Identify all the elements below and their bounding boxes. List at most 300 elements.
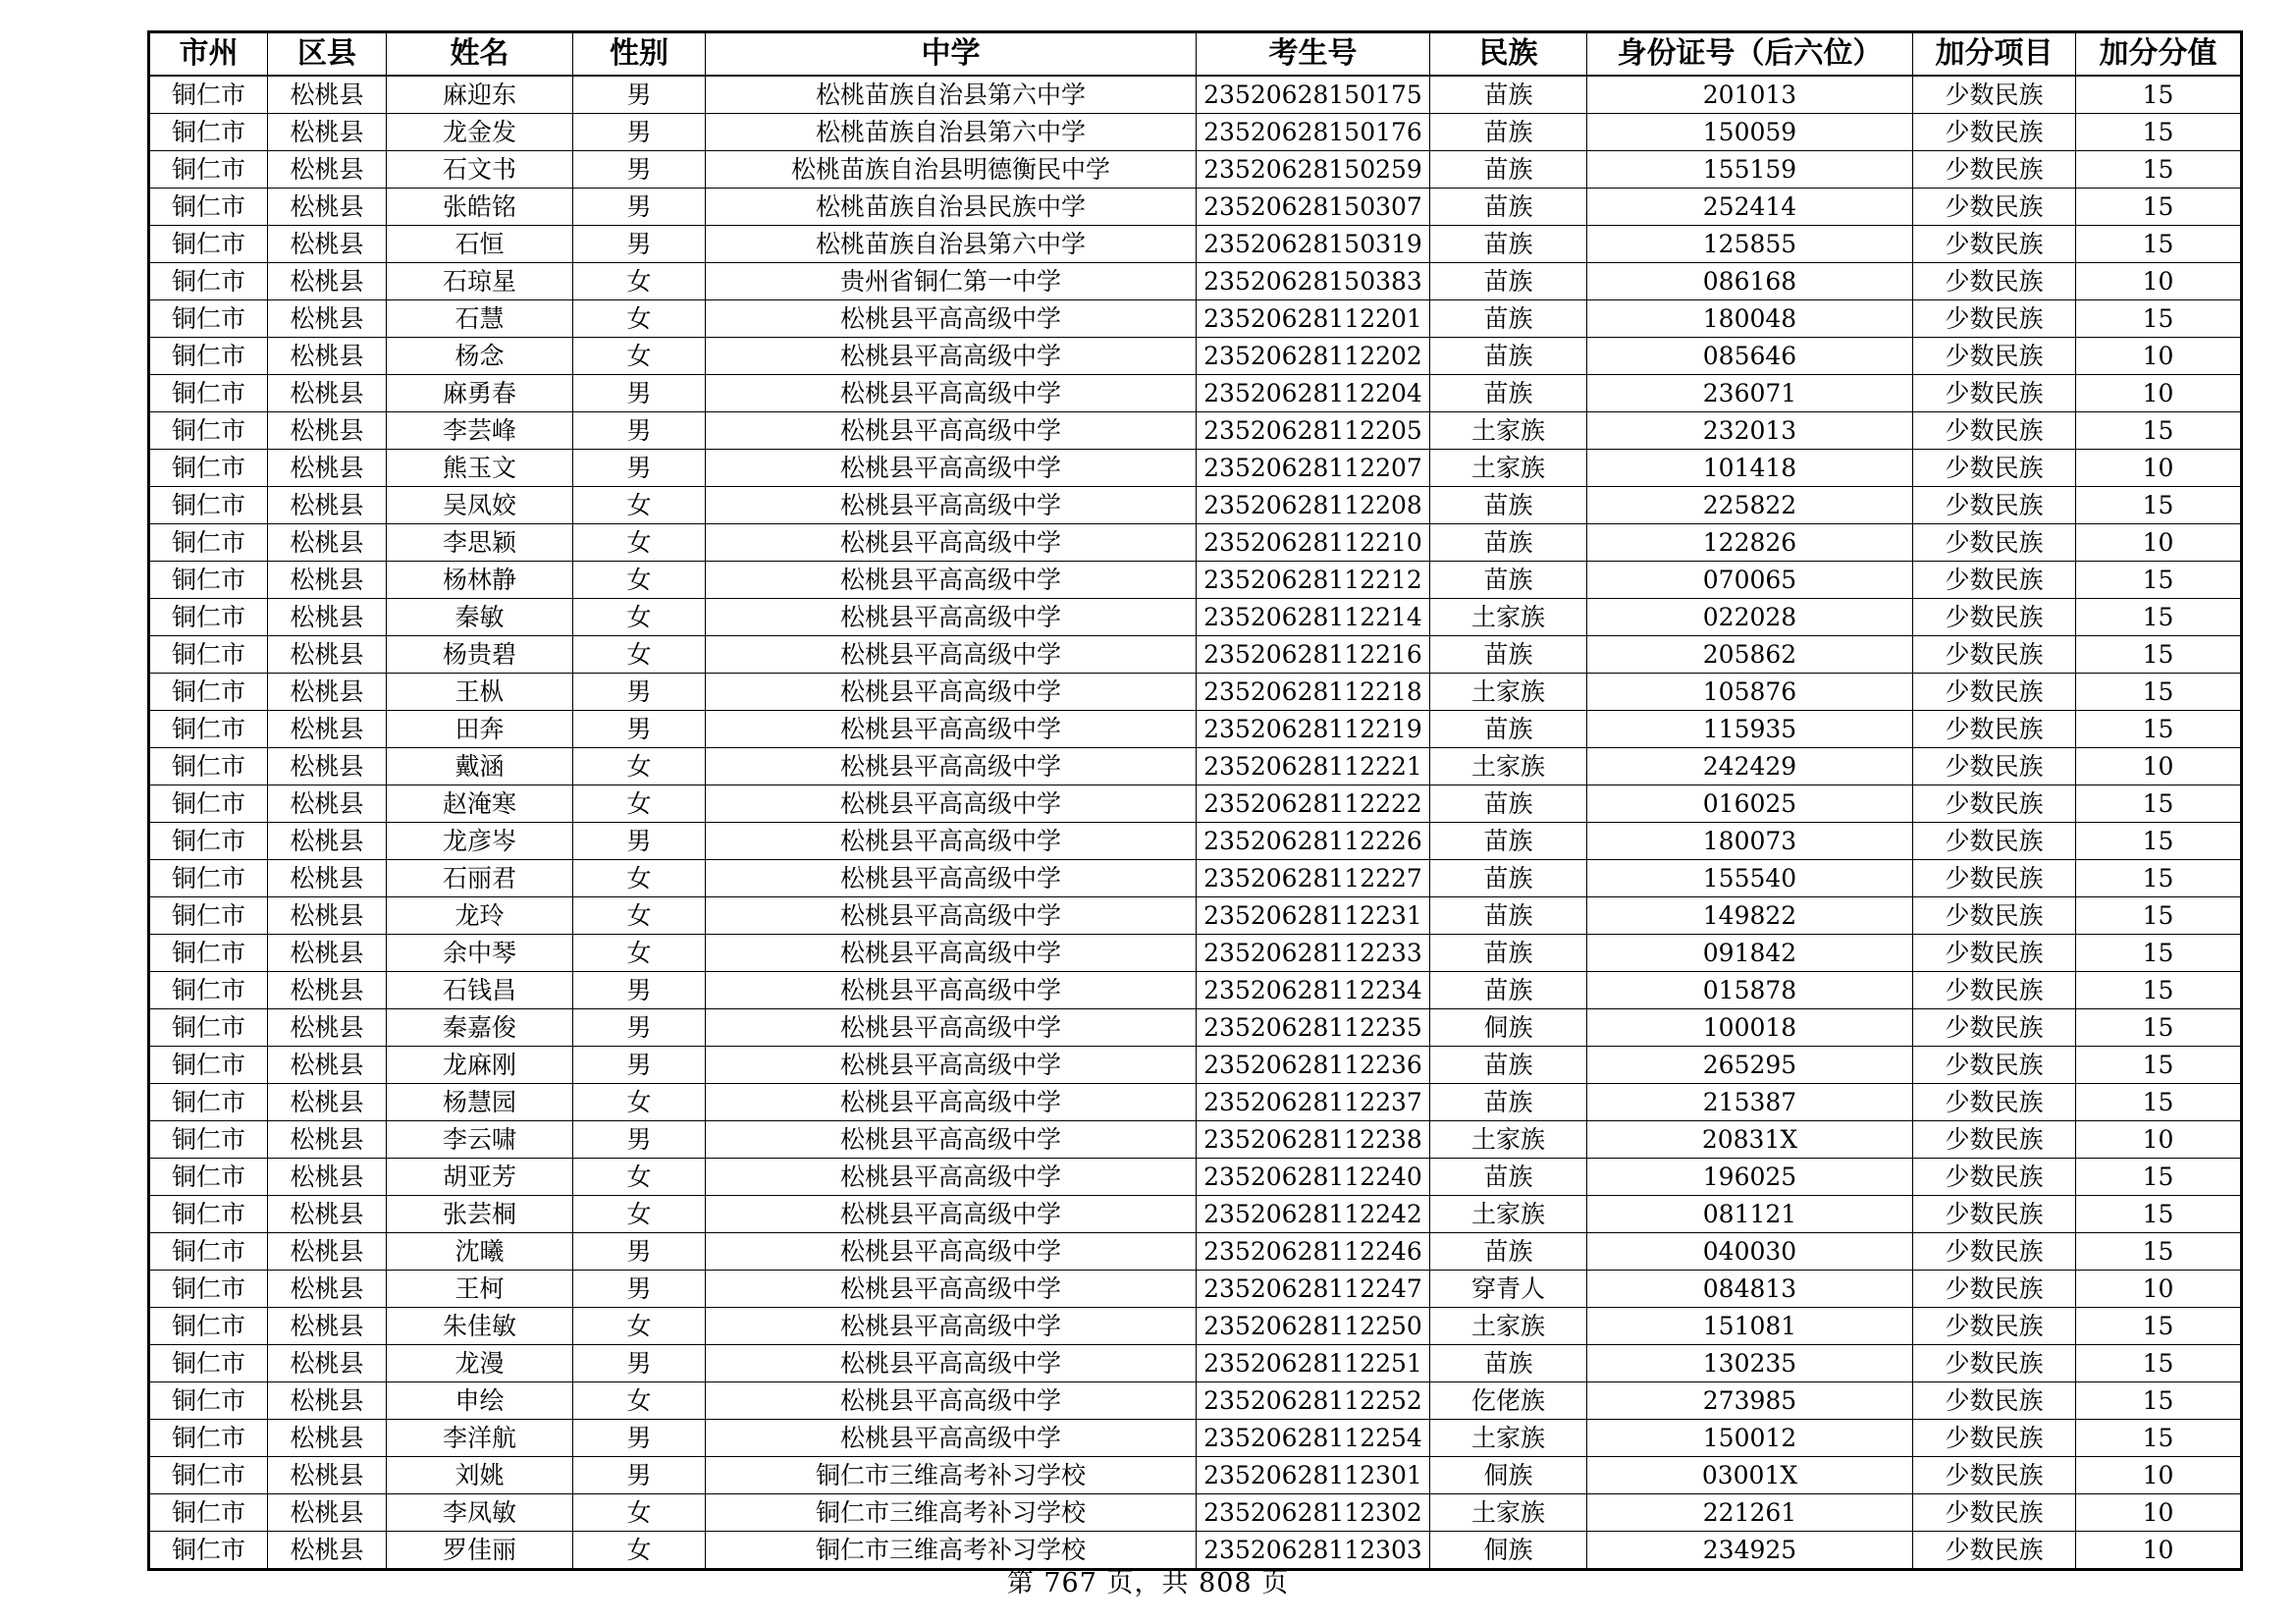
table-row: [149, 711, 2242, 748]
cell-exam-number: 23520628112238: [1197, 1121, 1430, 1159]
cell-id-last-six: 242429: [1587, 748, 1913, 785]
table-row: [149, 1382, 2242, 1420]
table-row: [149, 338, 2242, 375]
cell-school: 铜仁市三维高考补习学校: [706, 1457, 1197, 1494]
cell-gender: 男: [573, 189, 706, 226]
cell-bonus-item: 少数民族: [1913, 263, 2076, 300]
cell-school: 贵州省铜仁第一中学: [706, 263, 1197, 300]
cell-gender: 女: [573, 599, 706, 636]
table-row: [149, 114, 2242, 151]
cell-county: 松桃县: [268, 487, 387, 524]
cell-ethnicity: 苗族: [1430, 524, 1587, 562]
cell-school: 松桃县平高高级中学: [706, 1196, 1197, 1233]
table-row: [149, 562, 2242, 599]
table-row: [149, 935, 2242, 972]
cell-id-last-six: 180073: [1587, 823, 1913, 860]
cell-name: 杨慧园: [387, 1084, 573, 1121]
cell-name: 余中琴: [387, 935, 573, 972]
cell-bonus-item: 少数民族: [1913, 860, 2076, 897]
cell-bonus-value: 10: [2076, 1494, 2242, 1532]
page-number: 第 767 页，共 808 页: [1006, 1568, 1290, 1598]
cell-county: 松桃县: [268, 300, 387, 338]
cell-id-last-six: 201013: [1587, 76, 1913, 114]
cell-exam-number: 23520628112240: [1197, 1159, 1430, 1196]
cell-ethnicity: 土家族: [1430, 1308, 1587, 1345]
cell-exam-number: 23520628112222: [1197, 785, 1430, 823]
cell-bonus-value: 15: [2076, 599, 2242, 636]
cell-school: 松桃县平高高级中学: [706, 524, 1197, 562]
cell-bonus-item: 少数民族: [1913, 785, 2076, 823]
cell-ethnicity: 苗族: [1430, 1345, 1587, 1382]
cell-gender: 男: [573, 1233, 706, 1271]
table-row: [149, 189, 2242, 226]
cell-bonus-item: 少数民族: [1913, 1271, 2076, 1308]
cell-bonus-item: 少数民族: [1913, 1308, 2076, 1345]
table-row: [149, 1121, 2242, 1159]
cell-ethnicity: 侗族: [1430, 1457, 1587, 1494]
table-row: [149, 76, 2242, 114]
cell-ethnicity: 苗族: [1430, 263, 1587, 300]
table-row: [149, 263, 2242, 300]
cell-city: 铜仁市: [149, 300, 268, 338]
table-row: [149, 1457, 2242, 1494]
cell-bonus-value: 10: [2076, 1532, 2242, 1570]
cell-bonus-value: 15: [2076, 823, 2242, 860]
cell-county: 松桃县: [268, 748, 387, 785]
cell-city: 铜仁市: [149, 114, 268, 151]
cell-bonus-item: 少数民族: [1913, 114, 2076, 151]
cell-ethnicity: 苗族: [1430, 1233, 1587, 1271]
cell-exam-number: 23520628112218: [1197, 674, 1430, 711]
cell-gender: 男: [573, 151, 706, 189]
cell-school: 松桃县平高高级中学: [706, 1382, 1197, 1420]
cell-exam-number: 23520628112201: [1197, 300, 1430, 338]
table-row: [149, 412, 2242, 450]
cell-name: 田奔: [387, 711, 573, 748]
cell-id-last-six: 155159: [1587, 151, 1913, 189]
table-row: [149, 1084, 2242, 1121]
cell-county: 松桃县: [268, 1382, 387, 1420]
cell-county: 松桃县: [268, 375, 387, 412]
cell-name: 龙玲: [387, 897, 573, 935]
cell-school: 松桃苗族自治县第六中学: [706, 114, 1197, 151]
cell-school: 松桃苗族自治县明德衡民中学: [706, 151, 1197, 189]
cell-city: 铜仁市: [149, 487, 268, 524]
cell-gender: 女: [573, 338, 706, 375]
cell-bonus-item: 少数民族: [1913, 1084, 2076, 1121]
cell-county: 松桃县: [268, 674, 387, 711]
cell-ethnicity: 侗族: [1430, 1532, 1587, 1570]
cell-bonus-item: 少数民族: [1913, 1382, 2076, 1420]
cell-city: 铜仁市: [149, 897, 268, 935]
cell-bonus-item: 少数民族: [1913, 76, 2076, 114]
cell-id-last-six: 205862: [1587, 636, 1913, 674]
cell-bonus-value: 15: [2076, 1420, 2242, 1457]
cell-name: 申绘: [387, 1382, 573, 1420]
cell-bonus-item: 少数民族: [1913, 1009, 2076, 1047]
cell-gender: 女: [573, 524, 706, 562]
header-city: 市州: [149, 32, 268, 77]
cell-ethnicity: 土家族: [1430, 412, 1587, 450]
cell-id-last-six: 215387: [1587, 1084, 1913, 1121]
cell-name: 沈曦: [387, 1233, 573, 1271]
cell-id-last-six: 225822: [1587, 487, 1913, 524]
cell-id-last-six: 022028: [1587, 599, 1913, 636]
cell-county: 松桃县: [268, 785, 387, 823]
cell-school: 松桃县平高高级中学: [706, 860, 1197, 897]
cell-bonus-value: 15: [2076, 76, 2242, 114]
cell-school: 松桃县平高高级中学: [706, 487, 1197, 524]
cell-name: 石钱昌: [387, 972, 573, 1009]
cell-city: 铜仁市: [149, 1382, 268, 1420]
cell-ethnicity: 土家族: [1430, 748, 1587, 785]
cell-gender: 女: [573, 748, 706, 785]
cell-name: 张芸桐: [387, 1196, 573, 1233]
cell-exam-number: 23520628112254: [1197, 1420, 1430, 1457]
cell-ethnicity: 土家族: [1430, 1121, 1587, 1159]
cell-city: 铜仁市: [149, 711, 268, 748]
cell-school: 松桃县平高高级中学: [706, 450, 1197, 487]
cell-gender: 男: [573, 823, 706, 860]
cell-school: 松桃县平高高级中学: [706, 338, 1197, 375]
cell-county: 松桃县: [268, 151, 387, 189]
cell-name: 李云啸: [387, 1121, 573, 1159]
cell-bonus-value: 15: [2076, 487, 2242, 524]
cell-gender: 男: [573, 1420, 706, 1457]
cell-id-last-six: 086168: [1587, 263, 1913, 300]
cell-exam-number: 23520628112242: [1197, 1196, 1430, 1233]
cell-bonus-item: 少数民族: [1913, 711, 2076, 748]
cell-gender: 男: [573, 1271, 706, 1308]
table-row: [149, 1047, 2242, 1084]
cell-gender: 女: [573, 1159, 706, 1196]
header-exam-number: 考生号: [1197, 32, 1430, 77]
cell-bonus-value: 15: [2076, 785, 2242, 823]
cell-city: 铜仁市: [149, 524, 268, 562]
cell-bonus-item: 少数民族: [1913, 1494, 2076, 1532]
cell-gender: 男: [573, 114, 706, 151]
cell-name: 吴凤姣: [387, 487, 573, 524]
table-row: [149, 1494, 2242, 1532]
cell-city: 铜仁市: [149, 1345, 268, 1382]
cell-name: 石恒: [387, 226, 573, 263]
cell-bonus-value: 10: [2076, 1457, 2242, 1494]
header-gender: 性别: [573, 32, 706, 77]
cell-bonus-value: 15: [2076, 1196, 2242, 1233]
cell-bonus-item: 少数民族: [1913, 1047, 2076, 1084]
cell-county: 松桃县: [268, 1308, 387, 1345]
cell-bonus-item: 少数民族: [1913, 1233, 2076, 1271]
cell-bonus-item: 少数民族: [1913, 823, 2076, 860]
cell-county: 松桃县: [268, 76, 387, 114]
cell-school: 铜仁市三维高考补习学校: [706, 1494, 1197, 1532]
cell-bonus-value: 10: [2076, 524, 2242, 562]
cell-county: 松桃县: [268, 1233, 387, 1271]
cell-city: 铜仁市: [149, 562, 268, 599]
cell-bonus-value: 15: [2076, 562, 2242, 599]
cell-bonus-item: 少数民族: [1913, 1345, 2076, 1382]
cell-bonus-value: 15: [2076, 412, 2242, 450]
cell-id-last-six: 155540: [1587, 860, 1913, 897]
table-row: [149, 972, 2242, 1009]
cell-ethnicity: 苗族: [1430, 711, 1587, 748]
cell-id-last-six: 234925: [1587, 1532, 1913, 1570]
cell-ethnicity: 侗族: [1430, 1009, 1587, 1047]
cell-school: 松桃县平高高级中学: [706, 785, 1197, 823]
cell-county: 松桃县: [268, 450, 387, 487]
cell-gender: 女: [573, 935, 706, 972]
header-bonus-item: 加分项目: [1913, 32, 2076, 77]
cell-city: 铜仁市: [149, 226, 268, 263]
cell-county: 松桃县: [268, 935, 387, 972]
cell-city: 铜仁市: [149, 450, 268, 487]
cell-city: 铜仁市: [149, 189, 268, 226]
cell-name: 秦敏: [387, 599, 573, 636]
cell-county: 松桃县: [268, 114, 387, 151]
cell-county: 松桃县: [268, 1532, 387, 1570]
table-row: [149, 151, 2242, 189]
cell-school: 松桃县平高高级中学: [706, 300, 1197, 338]
cell-bonus-value: 10: [2076, 375, 2242, 412]
table-row: [149, 450, 2242, 487]
cell-name: 刘姚: [387, 1457, 573, 1494]
cell-school: 松桃苗族自治县民族中学: [706, 189, 1197, 226]
cell-ethnicity: 苗族: [1430, 860, 1587, 897]
cell-ethnicity: 苗族: [1430, 76, 1587, 114]
cell-gender: 男: [573, 1121, 706, 1159]
cell-school: 松桃县平高高级中学: [706, 935, 1197, 972]
cell-exam-number: 23520628112302: [1197, 1494, 1430, 1532]
cell-county: 松桃县: [268, 1457, 387, 1494]
cell-id-last-six: 130235: [1587, 1345, 1913, 1382]
cell-ethnicity: 苗族: [1430, 487, 1587, 524]
cell-city: 铜仁市: [149, 1420, 268, 1457]
cell-name: 石文书: [387, 151, 573, 189]
cell-exam-number: 23520628112246: [1197, 1233, 1430, 1271]
cell-gender: 男: [573, 972, 706, 1009]
cell-school: 松桃县平高高级中学: [706, 972, 1197, 1009]
cell-exam-number: 23520628150259: [1197, 151, 1430, 189]
cell-exam-number: 23520628150176: [1197, 114, 1430, 151]
table-row: [149, 1308, 2242, 1345]
cell-school: 松桃县平高高级中学: [706, 1009, 1197, 1047]
cell-bonus-item: 少数民族: [1913, 935, 2076, 972]
table-body: [149, 76, 2242, 1570]
cell-gender: 女: [573, 1308, 706, 1345]
cell-exam-number: 23520628112251: [1197, 1345, 1430, 1382]
cell-gender: 女: [573, 785, 706, 823]
cell-school: 松桃县平高高级中学: [706, 412, 1197, 450]
cell-ethnicity: 苗族: [1430, 375, 1587, 412]
bonus-points-table: [147, 30, 2243, 1571]
cell-exam-number: 23520628112235: [1197, 1009, 1430, 1047]
cell-ethnicity: 苗族: [1430, 300, 1587, 338]
cell-name: 杨念: [387, 338, 573, 375]
cell-city: 铜仁市: [149, 935, 268, 972]
cell-bonus-value: 15: [2076, 1009, 2242, 1047]
cell-bonus-item: 少数民族: [1913, 338, 2076, 375]
cell-gender: 男: [573, 1047, 706, 1084]
cell-gender: 女: [573, 487, 706, 524]
cell-school: 松桃县平高高级中学: [706, 674, 1197, 711]
cell-bonus-value: 15: [2076, 151, 2242, 189]
cell-county: 松桃县: [268, 636, 387, 674]
cell-name: 龙金发: [387, 114, 573, 151]
cell-ethnicity: 苗族: [1430, 189, 1587, 226]
cell-exam-number: 23520628112226: [1197, 823, 1430, 860]
cell-city: 铜仁市: [149, 1494, 268, 1532]
cell-county: 松桃县: [268, 1196, 387, 1233]
cell-gender: 女: [573, 1532, 706, 1570]
cell-city: 铜仁市: [149, 151, 268, 189]
table-row: [149, 785, 2242, 823]
cell-name: 麻迎东: [387, 76, 573, 114]
cell-bonus-item: 少数民族: [1913, 748, 2076, 785]
cell-county: 松桃县: [268, 263, 387, 300]
table-row: [149, 1345, 2242, 1382]
cell-bonus-item: 少数民族: [1913, 226, 2076, 263]
table-row: [149, 375, 2242, 412]
cell-city: 铜仁市: [149, 263, 268, 300]
header-row: [149, 32, 2242, 77]
cell-gender: 男: [573, 674, 706, 711]
cell-ethnicity: 土家族: [1430, 450, 1587, 487]
cell-gender: 女: [573, 636, 706, 674]
cell-id-last-six: 196025: [1587, 1159, 1913, 1196]
cell-id-last-six: 085646: [1587, 338, 1913, 375]
cell-bonus-item: 少数民族: [1913, 1159, 2076, 1196]
cell-exam-number: 23520628112219: [1197, 711, 1430, 748]
cell-county: 松桃县: [268, 711, 387, 748]
cell-exam-number: 23520628112227: [1197, 860, 1430, 897]
cell-city: 铜仁市: [149, 1159, 268, 1196]
cell-id-last-six: 151081: [1587, 1308, 1913, 1345]
cell-bonus-value: 10: [2076, 263, 2242, 300]
cell-exam-number: 23520628112210: [1197, 524, 1430, 562]
cell-bonus-value: 15: [2076, 1382, 2242, 1420]
cell-id-last-six: 149822: [1587, 897, 1913, 935]
cell-city: 铜仁市: [149, 1271, 268, 1308]
cell-ethnicity: 土家族: [1430, 599, 1587, 636]
cell-ethnicity: 仡佬族: [1430, 1382, 1587, 1420]
cell-id-last-six: 20831X: [1587, 1121, 1913, 1159]
cell-bonus-value: 15: [2076, 636, 2242, 674]
cell-bonus-item: 少数民族: [1913, 300, 2076, 338]
cell-name: 熊玉文: [387, 450, 573, 487]
cell-name: 秦嘉俊: [387, 1009, 573, 1047]
cell-name: 张皓铭: [387, 189, 573, 226]
cell-exam-number: 23520628112204: [1197, 375, 1430, 412]
cell-bonus-item: 少数民族: [1913, 1532, 2076, 1570]
cell-exam-number: 23520628112247: [1197, 1271, 1430, 1308]
cell-id-last-six: 150012: [1587, 1420, 1913, 1457]
cell-name: 李芸峰: [387, 412, 573, 450]
cell-county: 松桃县: [268, 189, 387, 226]
cell-bonus-value: 15: [2076, 1084, 2242, 1121]
cell-exam-number: 23520628150383: [1197, 263, 1430, 300]
cell-county: 松桃县: [268, 1009, 387, 1047]
cell-school: 松桃苗族自治县第六中学: [706, 226, 1197, 263]
header-ethnicity: 民族: [1430, 32, 1587, 77]
cell-ethnicity: 苗族: [1430, 935, 1587, 972]
cell-id-last-six: 273985: [1587, 1382, 1913, 1420]
cell-county: 松桃县: [268, 338, 387, 375]
cell-school: 松桃县平高高级中学: [706, 599, 1197, 636]
cell-county: 松桃县: [268, 1121, 387, 1159]
cell-name: 李洋航: [387, 1420, 573, 1457]
cell-gender: 女: [573, 860, 706, 897]
cell-exam-number: 23520628112214: [1197, 599, 1430, 636]
cell-county: 松桃县: [268, 226, 387, 263]
cell-bonus-value: 15: [2076, 897, 2242, 935]
table-row: [149, 1159, 2242, 1196]
cell-bonus-item: 少数民族: [1913, 487, 2076, 524]
cell-county: 松桃县: [268, 599, 387, 636]
cell-id-last-six: 265295: [1587, 1047, 1913, 1084]
cell-school: 松桃县平高高级中学: [706, 1345, 1197, 1382]
cell-name: 龙麻刚: [387, 1047, 573, 1084]
cell-bonus-value: 15: [2076, 860, 2242, 897]
cell-name: 李思颖: [387, 524, 573, 562]
cell-county: 松桃县: [268, 1047, 387, 1084]
header-bonus-value: 加分分值: [2076, 32, 2242, 77]
cell-city: 铜仁市: [149, 1532, 268, 1570]
cell-bonus-item: 少数民族: [1913, 412, 2076, 450]
cell-bonus-item: 少数民族: [1913, 897, 2076, 935]
cell-gender: 男: [573, 412, 706, 450]
cell-name: 戴涵: [387, 748, 573, 785]
table-row: [149, 1009, 2242, 1047]
cell-city: 铜仁市: [149, 823, 268, 860]
cell-id-last-six: 100018: [1587, 1009, 1913, 1047]
cell-name: 石慧: [387, 300, 573, 338]
cell-exam-number: 23520628112250: [1197, 1308, 1430, 1345]
cell-school: 松桃县平高高级中学: [706, 1084, 1197, 1121]
header-school: 中学: [706, 32, 1197, 77]
cell-exam-number: 23520628112237: [1197, 1084, 1430, 1121]
cell-name: 李凤敏: [387, 1494, 573, 1532]
cell-ethnicity: 苗族: [1430, 636, 1587, 674]
cell-name: 石丽君: [387, 860, 573, 897]
cell-city: 铜仁市: [149, 599, 268, 636]
cell-city: 铜仁市: [149, 636, 268, 674]
cell-bonus-value: 15: [2076, 972, 2242, 1009]
cell-bonus-value: 15: [2076, 114, 2242, 151]
cell-name: 胡亚芳: [387, 1159, 573, 1196]
cell-bonus-value: 15: [2076, 1308, 2242, 1345]
cell-county: 松桃县: [268, 1271, 387, 1308]
cell-bonus-value: 15: [2076, 1345, 2242, 1382]
cell-bonus-item: 少数民族: [1913, 1196, 2076, 1233]
cell-county: 松桃县: [268, 1084, 387, 1121]
header-name: 姓名: [387, 32, 573, 77]
cell-bonus-value: 15: [2076, 226, 2242, 263]
cell-bonus-item: 少数民族: [1913, 189, 2076, 226]
cell-id-last-six: 122826: [1587, 524, 1913, 562]
cell-exam-number: 23520628112212: [1197, 562, 1430, 599]
cell-ethnicity: 苗族: [1430, 151, 1587, 189]
cell-id-last-six: 101418: [1587, 450, 1913, 487]
cell-bonus-item: 少数民族: [1913, 151, 2076, 189]
cell-school: 松桃县平高高级中学: [706, 1159, 1197, 1196]
table-row: [149, 823, 2242, 860]
cell-ethnicity: 苗族: [1430, 1047, 1587, 1084]
cell-id-last-six: 03001X: [1587, 1457, 1913, 1494]
cell-exam-number: 23520628112234: [1197, 972, 1430, 1009]
cell-bonus-value: 10: [2076, 338, 2242, 375]
cell-id-last-six: 091842: [1587, 935, 1913, 972]
cell-city: 铜仁市: [149, 860, 268, 897]
